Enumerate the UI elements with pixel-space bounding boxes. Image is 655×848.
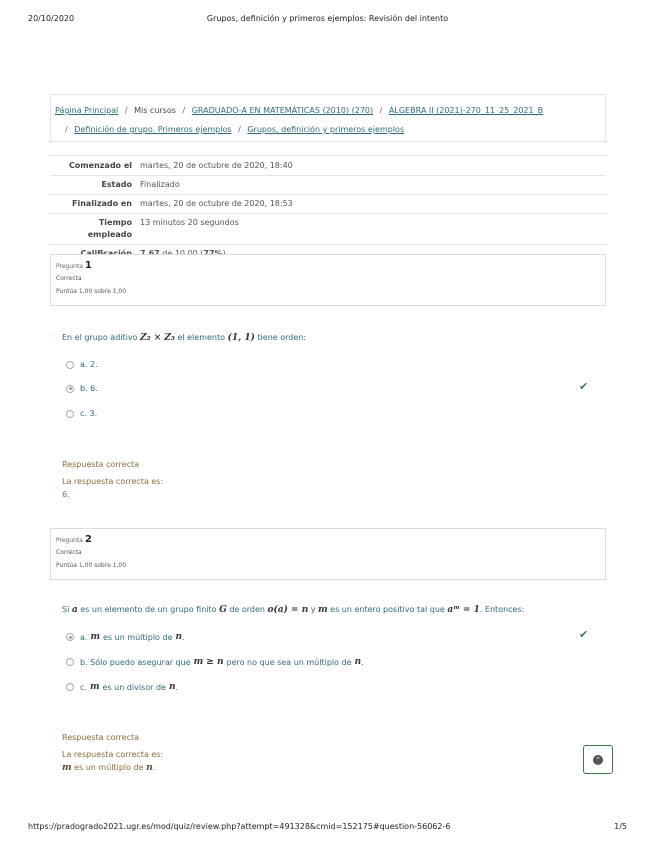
scroll-to-top-button[interactable]	[583, 745, 613, 774]
question-text-part: es un entero positivo tal que	[330, 605, 445, 614]
option-label: a. 2.	[80, 360, 98, 369]
breadcrumb-separator: /	[238, 125, 241, 134]
math-expression: m	[318, 605, 328, 615]
breadcrumb-separator: /	[65, 125, 68, 134]
question-number: 1	[84, 260, 92, 271]
time-value: 13 minutos 20 segundos	[140, 218, 239, 227]
question-label: Pregunta	[56, 263, 83, 270]
pdf-header	[28, 14, 627, 26]
breadcrumb-separator: /	[124, 106, 128, 115]
question-2-option-c[interactable]	[66, 682, 178, 692]
print-date: 20/10/2020	[28, 14, 75, 23]
question-2-option-a[interactable]	[66, 632, 185, 642]
option-label: a.	[80, 632, 88, 642]
question-text-part: de orden	[229, 605, 265, 614]
option-label: es un múltiplo de	[102, 632, 173, 642]
feedback-answer: 6.	[62, 490, 70, 499]
feedback-answer-text: .	[152, 763, 156, 772]
radio-button-selected[interactable]	[66, 633, 74, 641]
feedback-text: La respuesta correcta es:	[62, 750, 164, 759]
started-value: martes, 20 de octubre de 2020, 18:40	[140, 161, 293, 170]
math-expression: m ≥ n	[193, 657, 224, 667]
breadcrumb-section-link[interactable]: Definición de grupo. Primeros ejemplos	[74, 125, 232, 134]
summary-row-finished	[50, 195, 606, 214]
finished-label: Finalizado en	[72, 199, 132, 208]
question-text-part: el elemento	[177, 333, 226, 342]
math-expression: m	[89, 682, 100, 692]
question-text-part: tiene orden:	[257, 333, 307, 342]
question-1-grade: Puntúa 1,00 sobre 1,00	[56, 288, 127, 295]
feedback-title: Respuesta correcta	[62, 460, 140, 469]
math-expression: m	[62, 763, 72, 773]
breadcrumb-course-link[interactable]: ÁLGEBRA II (2021)-270_11_25_2021_B	[388, 106, 544, 115]
math-expression: n	[175, 632, 183, 642]
question-1-option-a[interactable]	[66, 360, 98, 369]
question-text-part: Si	[62, 605, 70, 614]
question-text-part: es un elemento de un grupo finito	[80, 605, 217, 614]
question-2-state: Correcta	[56, 549, 82, 556]
option-label: b. 6.	[80, 384, 98, 393]
question-2-info	[50, 528, 606, 580]
feedback-text: La respuesta correcta es:	[62, 477, 164, 486]
breadcrumb-quiz-link[interactable]: Grupos, definición y primeros ejemplos	[247, 125, 405, 134]
radio-button[interactable]	[66, 683, 74, 691]
math-expression: o(a) = n	[267, 605, 309, 615]
question-text-part: y	[310, 605, 316, 614]
math-expression: n	[354, 657, 362, 667]
finished-value: martes, 20 de octubre de 2020, 18:53	[140, 199, 293, 208]
option-label: es un divisor de	[102, 682, 166, 692]
question-2-number	[56, 534, 600, 545]
question-2-option-b[interactable]	[66, 657, 364, 667]
feedback-answer	[62, 761, 163, 775]
math-expression: n	[146, 763, 153, 773]
question-text-part: En el grupo aditivo	[62, 333, 138, 342]
question-2-grade: Puntúa 1,00 sobre 1,00	[56, 562, 127, 569]
math-expression: a	[71, 605, 78, 615]
option-label: b. Sólo puedo asegurar que	[80, 657, 191, 667]
radio-button-selected[interactable]	[66, 385, 74, 393]
radio-button[interactable]	[66, 410, 74, 418]
radio-button[interactable]	[66, 361, 74, 369]
breadcrumb-separator: /	[182, 106, 186, 115]
math-expression: aᵐ = 1	[447, 605, 480, 615]
math-expression: (1, 1)	[227, 333, 255, 343]
state-label: Estado	[101, 180, 132, 189]
breadcrumb	[50, 94, 606, 142]
radio-button[interactable]	[66, 658, 74, 666]
summary-row-started	[50, 156, 606, 176]
started-label: Comenzado el	[68, 161, 132, 170]
option-label: c. 3.	[80, 409, 98, 418]
question-1-text	[62, 333, 306, 343]
option-label: pero no que sea un múltiplo de	[226, 657, 352, 667]
question-1-option-c[interactable]	[66, 409, 97, 418]
question-1-info	[50, 254, 606, 306]
time-label	[50, 214, 138, 245]
question-text-part: . Entonces:	[479, 605, 525, 614]
question-1-option-b[interactable]	[66, 384, 98, 393]
math-expression: n	[168, 682, 176, 692]
math-expression: m	[90, 632, 100, 642]
feedback-answer-text: es un múltiplo de	[74, 763, 144, 772]
breadcrumb-separator: /	[379, 106, 383, 115]
print-title: Grupos, definición y primeros ejemplos: Revisión del intento	[206, 14, 449, 23]
check-icon: ✔	[579, 380, 589, 393]
state-value: Finalizado	[140, 180, 180, 189]
breadcrumb-home-link[interactable]: Página Principal	[55, 106, 119, 115]
check-icon: ✔	[579, 628, 589, 641]
question-1-state: Correcta	[56, 275, 82, 282]
option-label: c.	[80, 682, 87, 692]
math-expression: G	[219, 605, 227, 615]
question-2-feedback	[62, 731, 163, 775]
math-expression: Z₂ × Z₃	[140, 333, 175, 343]
summary-row-time	[50, 214, 606, 245]
summary-row-state	[50, 176, 606, 195]
attempt-summary-table	[50, 155, 606, 264]
question-number: 2	[84, 534, 92, 545]
time-label-line2: empleado	[87, 230, 132, 239]
option-label: .	[361, 657, 364, 667]
breadcrumb-my-courses: Mis cursos	[134, 106, 176, 115]
arrow-up-icon: ⌃	[593, 755, 603, 765]
print-url: https://pradogrado2021.ugr.es/mod/quiz/review.php?attempt=491328&cmid=152175#question-56062-6	[28, 822, 451, 831]
feedback-title: Respuesta correcta	[62, 733, 140, 742]
time-label-line1: Tiempo	[98, 218, 132, 227]
pdf-footer	[28, 822, 627, 834]
page-number: 1/5	[614, 822, 627, 831]
breadcrumb-degree-link[interactable]: GRADUADO-A EN MATEMÁTICAS (2010) (270)	[191, 106, 374, 115]
option-label: .	[175, 682, 179, 692]
question-label: Pregunta	[56, 537, 83, 544]
question-2-text	[62, 605, 524, 615]
option-label: .	[182, 632, 185, 642]
question-1-number	[56, 260, 600, 271]
question-1-feedback	[62, 458, 163, 501]
